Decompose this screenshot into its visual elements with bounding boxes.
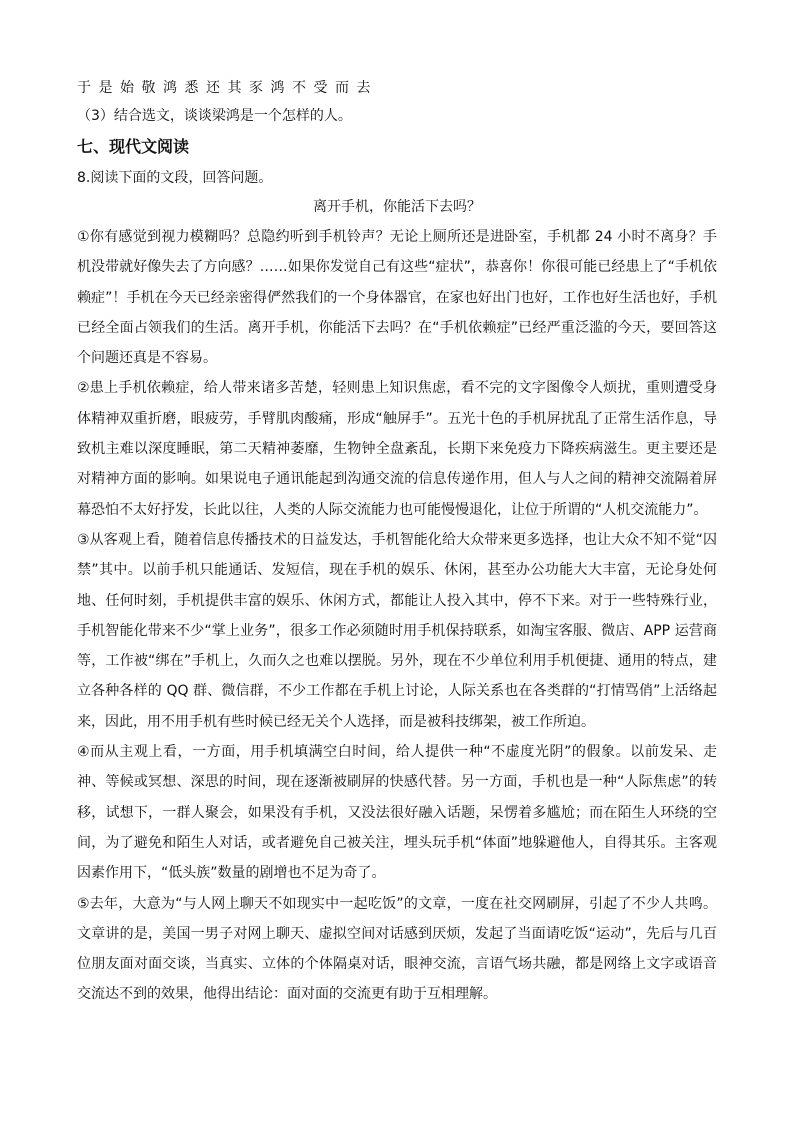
article-paragraph-3: ③从客观上看，随着信息传播技术的日益发达，手机智能化给大众带来更多选择，也让大众不知不觉“囚禁”其中。以前手机只能通话、发短信，现在手机的娱乐、休闲，甚至办公功能大大丰富，无论身处何地、任何时刻，手机提供丰富的娱乐、休闲方式，都能让人投入其中，停不下来。对于一些特殊行业，手机智能化带来不少“掌上业务”，很多工作必须随时用手机保持联系，如淘宝客服、微店、APP 运营商等，工作被“绑在”手机上，久而久之也难以摆脱。另外，现在不少单位利用手机便捷、通用的特点，建立各种各样的 QQ 群、微信群，不少工作都在手机上讨论，人际关系也在各类群的“打情骂俏”上活络起来，因此，用不用手机有些时候已经无关个人选择，而是被科技绑架，被工作所迫。: [77, 531, 717, 730]
article-paragraph-4: ④而从主观上看，一方面，用手机填满空白时间，给人提供一种“不虚度光阴”的假象。以前发呆、走神、等候或冥想、深思的时间，现在逐渐被刷屏的快感代替。另一方面，手机也是一种“人际焦虑”的转移，试想下，一群人聚会，如果没有手机，又没法很好融入话题，呆愣着多尴尬；而在陌生人环绕的空间，为了避免和陌生人对话，或者避免自己被关注，埋头玩手机“体面”地躲避他人，自得其乐。主客观因素作用下，“低头族”数量的剧增也不足为奇了。: [77, 744, 717, 882]
classical-sentence: 于是始敬鸿悉还其豕鸿不受而去: [77, 80, 378, 96]
article-paragraph-2: ②患上手机依赖症，给人带来诸多苦楚，轻则患上知识焦虑，看不完的文字图像令人烦扰，重则遭受身体精神双重折磨，眼疲劳，手臂肌肉酸痛，形成“触屏手”。五光十色的手机屏扰乱了正常生活作息，导致机主难以深度睡眠，第二天精神萎靡，生物钟全盘紊乱，长期下来免疫力下降疾病滋生。更主要还是对精神方面的影响。如果说电子通讯能起到沟通交流的信息传递作用，但人与人之间的精神交流隔着屏幕恐怕不太好抒发，长此以往，人类的人际交流能力也可能慢慢退化，让位于所谓的“人机交流能力”。: [77, 380, 717, 518]
article-paragraph-1: ①你有感觉到视力模糊吗？总隐约听到手机铃声？无论上厕所还是进卧室，手机都 24 小时不离身？手机没带就好像失去了方向感？……如果你发觉自己有这些“症状”，恭喜你！你很可能已经患上了“手机依赖症”！手机在今天已经亲密得俨然我们的一个身体器官，在家也好出门也好，工作也好生活也好，手机已经全面占领我们的生活。离开手机，你能活下去吗？在“手机依赖症”已经严重泛滥的今天，要回答这个问题还真是不容易。: [77, 229, 717, 367]
article-title: 离开手机，你能活下去吗？: [313, 199, 481, 215]
article-paragraph-5: ⑤去年，大意为“与人网上聊天不如现实中一起吃饭”的文章，一度在社交网刷屏，引起了不少人共鸣。文章讲的是，美国一男子对网上聊天、虚拟空间对话感到厌烦，发起了当面请吃饭“运动”，先后与几百位朋友面对面交谈，当真实、立体的个体隔桌对话，眼神交流，言语气场共融，都是网络上文字或语音交流达不到的效果，他得出结论：面对面的交流更有助于互相理解。: [77, 895, 717, 1003]
section-heading: 七、现代文阅读: [77, 137, 190, 156]
page-content: [77, 74, 717, 1010]
question-8-prompt: 8.阅读下面的文段，回答问题。: [77, 170, 273, 186]
question-3: （3）结合选文，谈谈梁鸿是一个怎样的人。: [77, 108, 352, 124]
